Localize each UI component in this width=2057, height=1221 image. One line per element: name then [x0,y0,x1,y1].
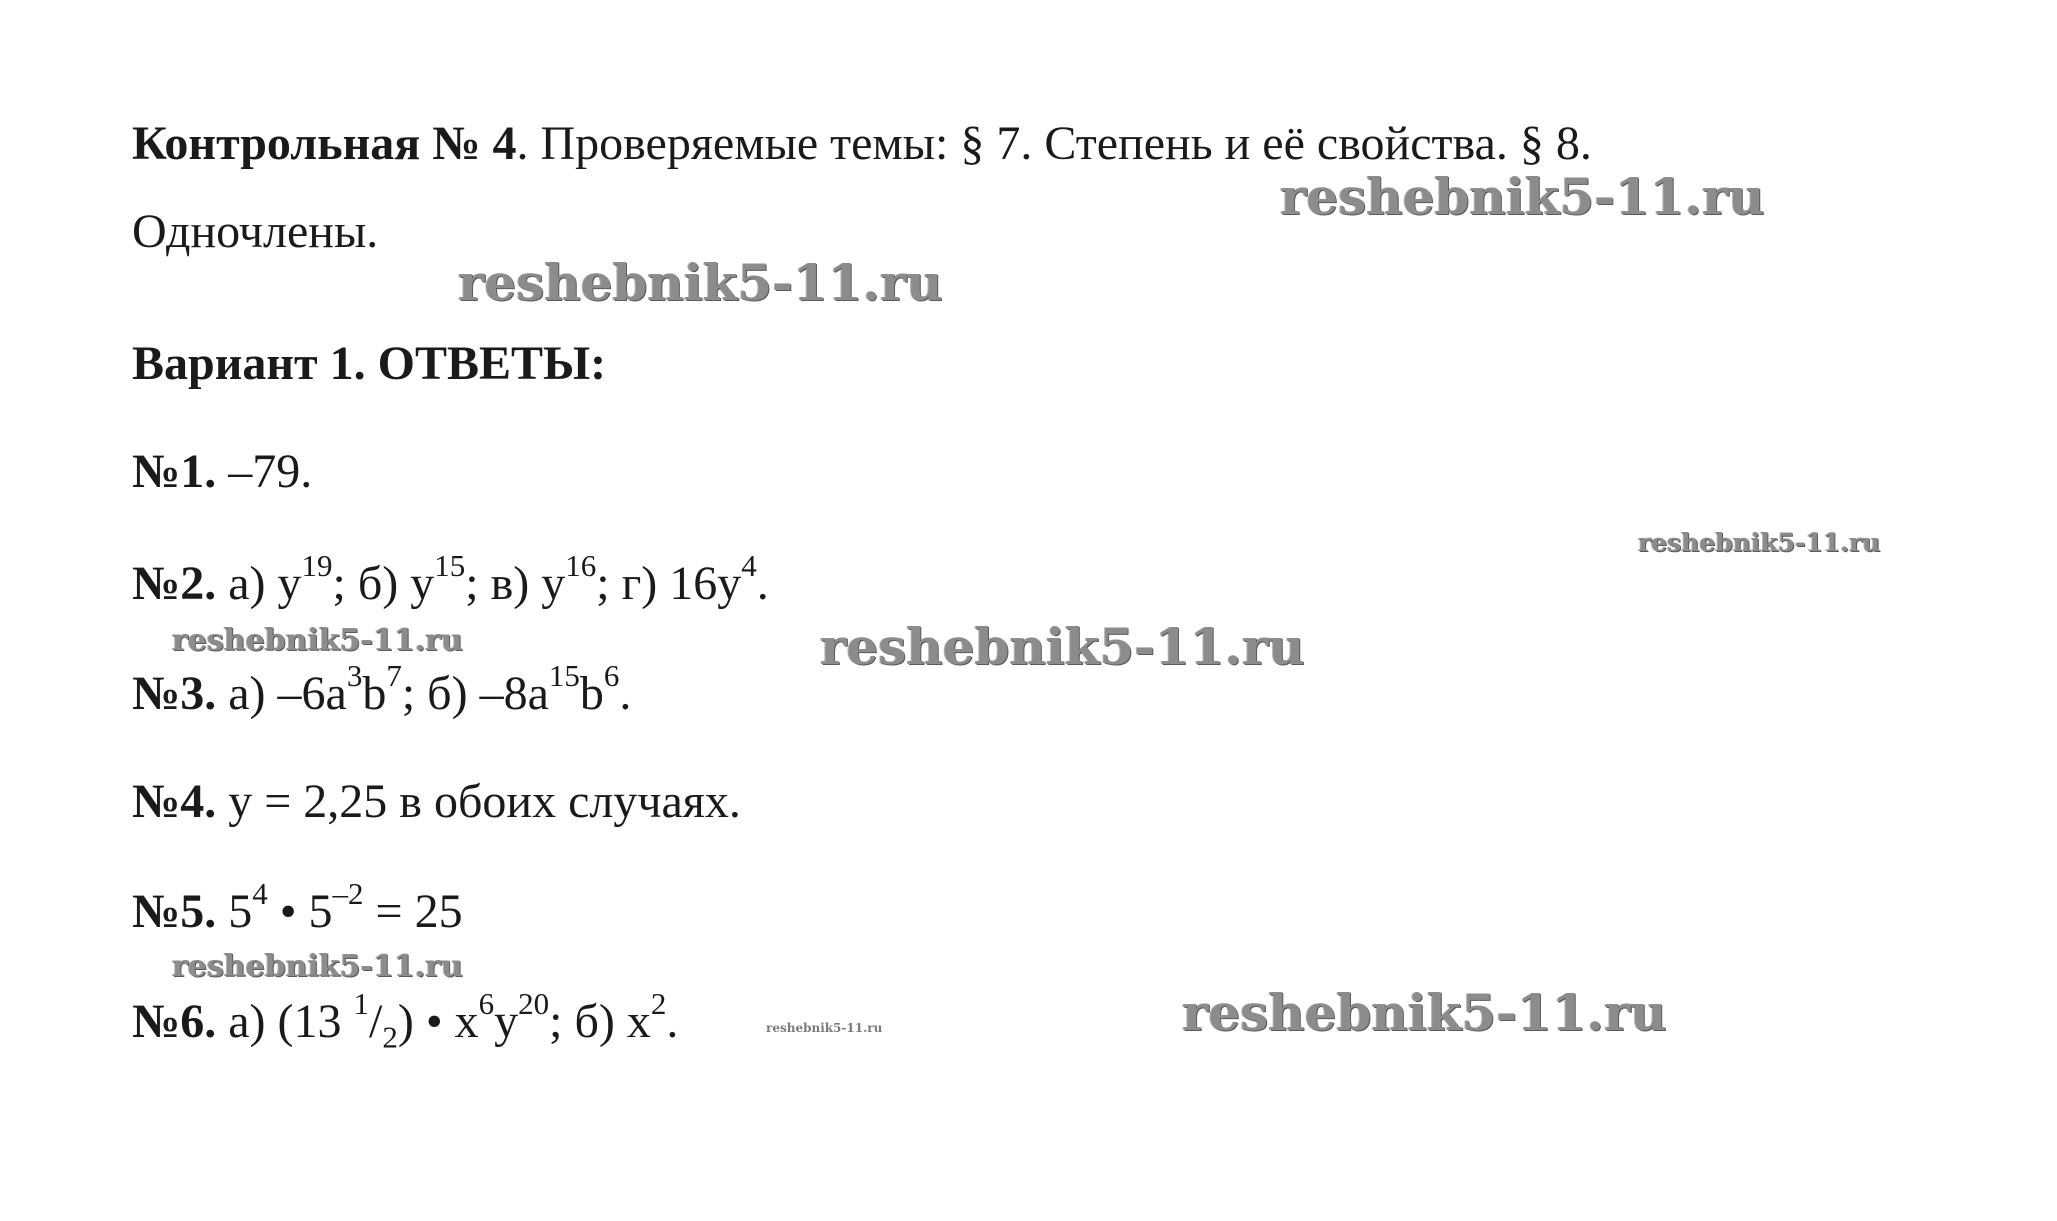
watermark: reshebnik5-11.ru [820,617,1305,676]
answer-part: ; б) x [549,995,651,1048]
answer-part: ; в) y [465,557,566,610]
exponent: 4 [252,876,268,911]
exponent: 7 [386,658,402,693]
answer-2 [132,548,769,610]
exponent: 2 [650,986,667,1021]
answer-5 [132,876,463,938]
topics-text: . Проверяемые темы: § 7. Степень и её свойства. § 8. [516,117,1592,170]
exponent: 4 [741,548,757,583]
fraction-denominator: 2 [382,1019,398,1055]
answer-part: = 25 [363,885,463,938]
answer-part: • 5 [267,885,333,938]
answer-part: . [666,995,679,1048]
watermark: reshebnik5-11.ru [458,253,943,312]
answer-number: №1. [132,445,217,498]
answer-4 [132,775,741,828]
exponent: 3 [346,658,363,693]
header-line-2 [132,205,379,258]
answer-part: а) y [216,557,302,610]
watermark: reshebnik5-11.ru [1280,167,1765,226]
fraction-slash: / [369,995,383,1048]
fraction-numerator: 1 [353,986,370,1021]
answer-part: а) –6a [216,667,347,720]
exponent: 6 [478,986,495,1021]
exponent: 16 [565,548,597,583]
answer-number: №3. [132,667,217,720]
watermark: reshebnik5-11.ru [172,623,463,658]
variant-title: Вариант 1. ОТВЕТЫ: [132,337,607,390]
exponent: –2 [332,876,364,911]
answer-number: №6. [132,995,217,1048]
answer-number: №2. [132,557,217,610]
answer-6 [132,986,679,1055]
exponent: 15 [434,548,466,583]
answer-part: b [579,667,604,720]
answer-part: ) • x [397,995,479,1048]
answer-part: ; б) –8a [401,667,549,720]
answer-number: №4. [132,775,217,828]
answer-text: –79. [216,445,313,498]
answer-3 [132,658,632,720]
exponent: 20 [518,986,550,1021]
topics-continuation: Одночлены. [132,205,379,258]
answer-text: y = 2,25 в обоих случаях. [216,775,741,828]
header-line-1 [132,117,1592,170]
watermark: reshebnik5-11.ru [1638,528,1881,557]
answer-part: ; б) y [332,557,435,610]
exponent: 19 [301,548,333,583]
answer-1 [132,445,313,498]
exponent: 15 [548,658,580,693]
answer-part: 5 [216,885,253,938]
test-title: Контрольная № 4 [132,117,517,170]
answer-part: . [756,557,769,610]
answer-part: ; г) 16y [596,557,742,610]
answer-number: №5. [132,885,217,938]
watermark: reshebnik5-11.ru [172,949,463,984]
answer-part: b [362,667,387,720]
answer-part: а) (13 [216,995,354,1048]
watermark: reshebnik5-11.ru [1182,983,1667,1042]
answer-part: y [494,995,519,1048]
answer-part: . [619,667,632,720]
watermark: reshebnik5-11.ru [766,1021,883,1035]
exponent: 6 [603,658,620,693]
